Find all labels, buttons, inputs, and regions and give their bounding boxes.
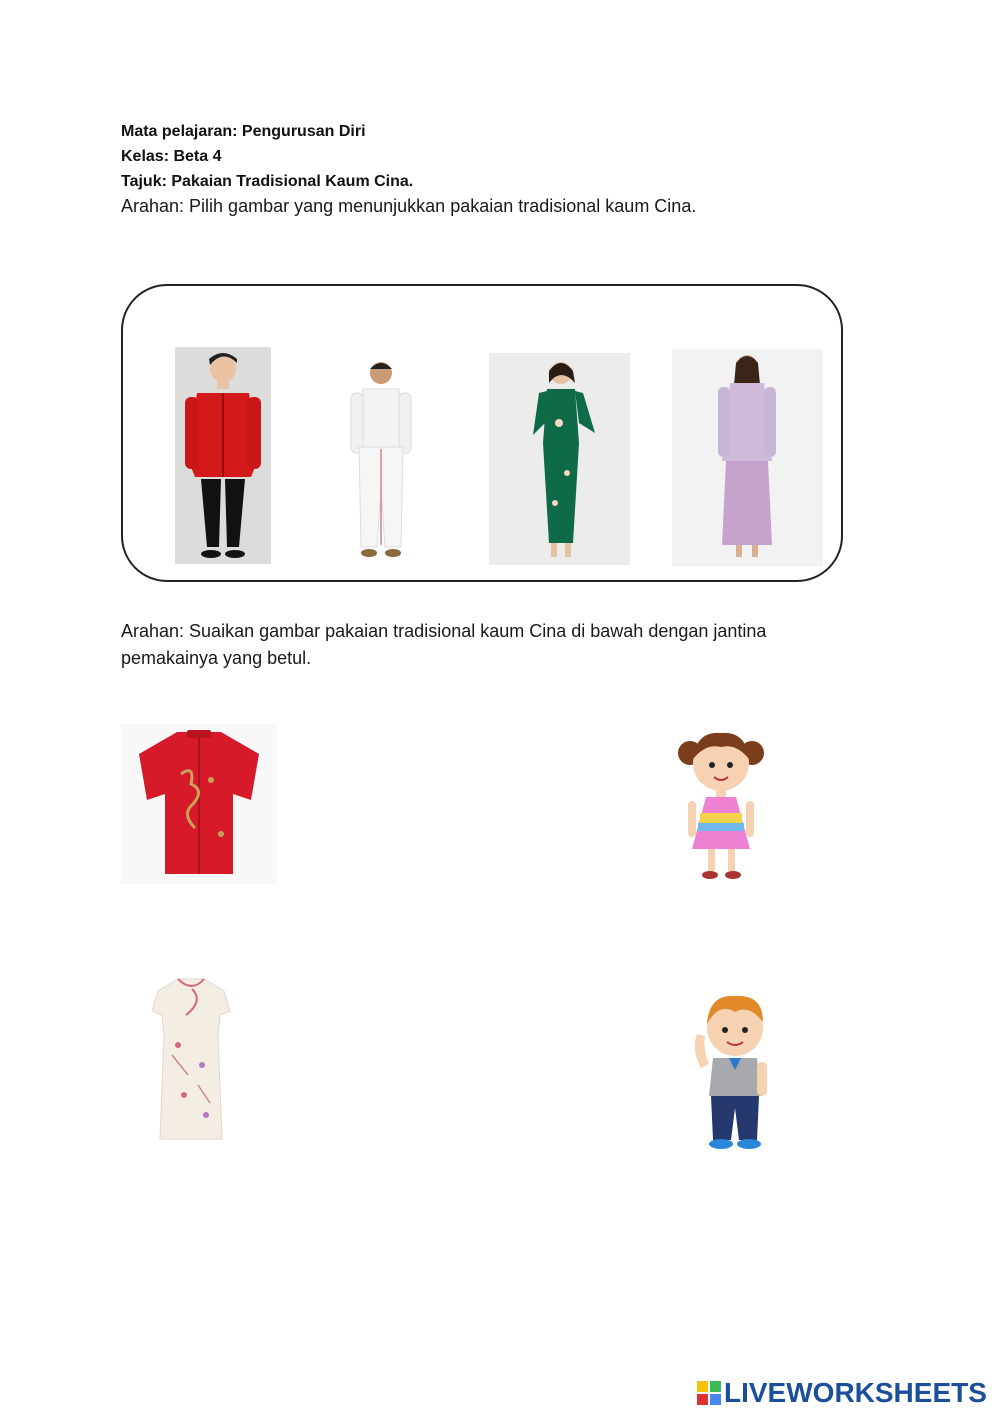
instruction-match-line2: pemakainya yang betul. bbox=[121, 648, 312, 668]
woman-lilac-baju-kurung-image bbox=[672, 349, 823, 566]
man-white-kurta-dhoti-image bbox=[345, 357, 417, 567]
topic-label: Tajuk: Pakaian Tradisional Kaum Cina. bbox=[121, 173, 414, 190]
red-tang-shirt-image bbox=[121, 724, 277, 884]
logo-blocks-icon bbox=[697, 1381, 721, 1405]
man-red-tang-suit-image bbox=[175, 347, 271, 564]
white-cheongsam-dress-image bbox=[148, 975, 234, 1143]
match-right-2[interactable] bbox=[687, 990, 781, 1152]
match-left-1[interactable] bbox=[121, 724, 277, 884]
boy-cartoon-image bbox=[687, 990, 781, 1152]
option-3[interactable] bbox=[489, 353, 630, 565]
match-right-1[interactable] bbox=[676, 725, 766, 881]
class-label: Kelas: Beta 4 bbox=[121, 148, 222, 165]
liveworksheets-logo bbox=[697, 1378, 987, 1408]
girl-cartoon-image bbox=[676, 725, 766, 881]
match-left-2[interactable] bbox=[148, 975, 234, 1143]
option-2[interactable] bbox=[345, 357, 417, 567]
option-1[interactable] bbox=[175, 347, 271, 564]
instruction-match-line1: Arahan: Suaikan gambar pakaian tradisional kaum Cina di bawah dengan jantina bbox=[121, 621, 767, 641]
subject-label: Mata pelajaran: Pengurusan Diri bbox=[121, 123, 366, 140]
instruction-choose: Arahan: Pilih gambar yang menunjukkan pakaian tradisional kaum Cina. bbox=[121, 196, 697, 216]
option-4[interactable] bbox=[672, 349, 823, 566]
logo-text: LIVEWORKSHEETS bbox=[724, 1377, 987, 1408]
woman-green-cheongsam-image bbox=[489, 353, 630, 565]
